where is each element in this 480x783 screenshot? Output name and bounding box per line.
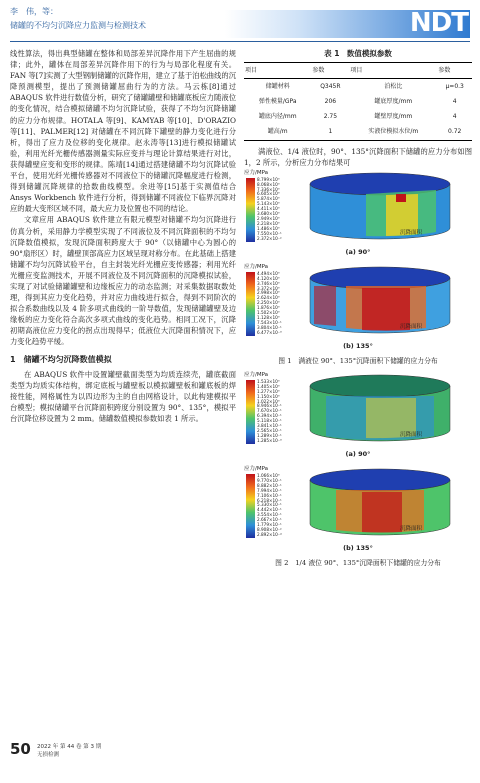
color-legend-bar [246,178,255,242]
stress-unit-label: 应力/MPa [244,371,269,378]
legend-tick-label: 1.779×10⁻¹ [257,522,282,528]
legend-tick-label: 8.799×10⁰ [257,176,280,182]
legend-tick-label: 4.494×10⁰ [257,270,280,276]
table-cell: 罐底厚度/mm [374,98,413,106]
legend-tick-label: 5.330×10⁻¹ [257,502,282,508]
legend-tick-label: 1.289×10⁻¹ [257,432,282,438]
legend-tick-label: 2.998×10⁰ [257,290,280,296]
table-header: 项目 [244,63,311,79]
table-row [244,109,472,124]
legend-tick-label: 3.746×10⁰ [257,280,280,286]
legend-tick-label: 5.874×10⁰ [257,196,280,202]
tank-stress-plot [306,170,464,244]
legend-tick-label: 7.670×10⁻¹ [257,408,282,414]
figure-caption: 图 2 1/4 液位 90°、135°沉降面积下储罐的应力分布 [275,559,441,568]
parameter-table [244,62,472,140]
section-heading: 1 储罐不均匀沉降数值模拟 [10,354,112,364]
table-row [244,79,472,95]
legend-tick-label: 3.554×10⁻¹ [257,512,282,518]
legend-tick-label: 6.394×10⁻¹ [257,413,282,419]
legend-tick-label: 1.486×10⁰ [257,225,280,231]
legend-tick-label: 2.667×10⁻¹ [257,517,282,523]
paragraph: 在 ABAQUS 软件中设置罐壁截面类型为均质连续壳，罐底截面类型为均质实体结构，绑定底板与罐壁板以模拟罐壁板和罐底板的焊接性能，网格属性为以四边形为主的自由网格设计，以此构建模拟平台模型；模拟储罐平台沉降面积跨度分别设置为 90°、135°，模拟平台沉降位移设置为 2 mm。储罐数值模拟参数如表 1 所示。 [10,369,236,423]
left-column [10,48,236,424]
legend-ticks [257,272,282,336]
right-column [244,48,472,572]
legend-tick-label: 4.120×10⁰ [257,275,280,281]
legend-tick-label: 1.277×10⁰ [257,388,280,394]
legend-tick-label: 8.882×10⁻¹ [257,482,282,488]
settlement-area-label: 沉降面积 [400,323,423,330]
legend-tick-label: 2.372×10⁻² [257,235,282,241]
paragraph: 线性算法，得出典型储罐在整体和局部差异沉降作用下产生屈曲的规律；此外，罐体在局部差异沉降作用下的行为与局部化程度有关。FAN 等[7]实测了大型钢制储罐的沉降作用，建立了基于泊松曲线的沉降预测模型，提出了预测储罐屈曲行为的方法。马云栋[8]通过 ABAQUS 软件进行数值分析，研究了储罐罐壁和储罐底板应力随液位的变化情况，结合模拟储罐不均匀沉降试验，获得了不均匀沉降储罐的应力分布规律。HOTALA 等[9]、KAMYAB 等[10]、D'ORAZIO 等[11]、PALMER[12] 对储罐在不同沉降下罐壁的静力变化进行分析，得出了应力及位移的变化规律。赵永涛等[13]进行模拟储罐试验，利用光纤光栅传感器测量实际应变并与理论计算结果进行对比，获得罐壁应变和变形的规律。陈靖[14]通过搭建储罐不均匀沉降试验平台，使用光纤光栅传感器对不同液位下的储罐沉降幅度进行检测，得到储罐沉降规律的拾数曲线模型。余进等[15]基于实测值结合 Ansys Workbench 软件进行分析，得到储罐不同液位下临界沉降对应的最大变形区域不同，最大应力及位置也不同的结论。 [10,49,236,214]
legend-tick-label: 5.118×10⁻¹ [257,418,282,424]
settlement-area-label: 沉降面积 [400,229,423,236]
legend-ticks [257,380,282,444]
legend-tick-label: 7.994×10⁻¹ [257,487,282,493]
stress-unit-label: 应力/MPa [244,263,269,270]
legend-tick-label: 3.680×10⁰ [257,211,280,217]
legend-tick-label: 2.624×10⁰ [257,295,280,301]
legend-tick-label: 2.250×10⁰ [257,300,280,306]
legend-tick-label: 7.336×10⁰ [257,186,280,192]
legend-tick-label: 3.372×10⁰ [257,285,280,291]
legend-tick-label: 2.949×10⁰ [257,216,280,221]
header-title: 储罐的不均匀沉降应力监测与检测技术 [10,21,146,30]
legend-tick-label: 2.218×10⁰ [257,220,280,226]
legend-tick-label: 4.411×10⁰ [257,206,280,212]
legend-ticks [257,474,282,538]
table-cell: 弹性模量/GPa [258,98,297,106]
tank-stress-plot [306,264,464,338]
figure-1a [244,168,472,246]
header-rule [10,41,470,42]
subfigure-label: (a) 90° [345,449,371,458]
paragraph: 文章应用 ABAQUS 软件建立有限元模型对储罐不均匀沉降进行仿真分析，采用静力学模型实现了不同液位及不同沉降面积的不均匀沉降数值模拟，发现沉降面积跨度大于 90°（以储罐中心为圆心的 90°扇形区）时，罐壁顶部高应力区域呈现对称分布。在此基础上搭建储罐不均匀沉降试验平台，自主封装光纤光栅应变传感器；利用光纤光栅应变监测技术，开展不同液位及不同沉降面积的沉降模拟试验，实现了对试验储罐罐壁和边缘板应力的动态监测；对采集数据取数处理，得到其应力变化趋势，并对应力曲线进行拟合，得到不同阶次的拟合系数曲线以及 4 阶多项式曲线的一阶导数值，发现储罐罐壁及边缘板的应力变化符合高次多项式曲线的变化趋势。相同工况下，沉降初期高液位应力变化的拐点出现得早；低液位大沉降面积情况下，应力变化趋势平缓。 [10,215,236,347]
legend-tick-label: 6.477×10⁻³ [257,329,282,335]
table-cell: 1 [311,124,349,140]
page-header [0,0,480,44]
page-number: 50 [10,740,31,758]
legend-tick-label: 5.143×10⁰ [257,201,280,207]
subfigure-label: (b) 135° [343,544,373,553]
table-cell: 2.75 [323,113,338,121]
journal-issue: 2022 年 第 44 卷 第 3 期 [37,744,102,750]
table-cell: 泊松比 [384,83,403,91]
legend-tick-label: 8.908×10⁻² [257,527,282,532]
stress-unit-label: 应力/MPa [244,466,269,473]
table-cell: Q345R [320,83,341,91]
legend-tick-label: 6.218×10⁻¹ [257,497,282,503]
legend-tick-label: 1.285×10⁻³ [257,437,282,443]
table-header: 参数 [437,63,472,79]
legend-ticks [257,178,282,242]
settlement-area-label: 沉降面积 [400,431,423,438]
header-authors: 李 伟，等： [10,7,58,16]
figure-2a [244,370,472,448]
legend-tick-label: 1.405×10⁰ [257,383,280,389]
subfigure-label: (a) 90° [345,247,371,256]
tank-stress-plot [306,466,464,540]
table-cell: 储罐材料 [265,83,290,91]
stress-unit-label: 应力/MPa [244,169,269,176]
legend-tick-label: 1.022×10⁰ [257,398,280,404]
table-cell: 罐壁厚度/mm [374,113,413,121]
legend-tick-label: 1.533×10⁰ [257,378,280,384]
figure-1b [244,262,472,340]
paragraph: 满液位、1/4 液位时，90°、135°沉降面积下储罐的应力分布如图 1，2 所示，分析应力分布结果可 [244,146,472,167]
table-cell: 4 [452,98,457,106]
color-legend-bar [246,380,255,444]
legend-tick-label: 3.841×10⁻¹ [257,423,282,429]
legend-tick-label: 8.068×10⁰ [257,181,280,187]
table-cell: μ=0.3 [445,83,464,91]
table-cell: 4 [452,113,457,121]
table-row [244,94,472,109]
figure-caption: 图 1 满液位 90°、135°沉降面积下储罐的应力分布 [278,356,438,365]
table-caption: 表 1 数值模拟参数 [324,49,392,58]
legend-tick-label: 1.502×10⁰ [257,310,280,316]
legend-tick-label: 9.770×10⁻¹ [257,477,282,483]
legend-tick-label: 1.066×10⁰ [257,473,280,479]
table-cell: 罐高/m [244,124,311,140]
legend-tick-label: 1.876×10⁰ [257,305,280,311]
legend-tick-label: 6.605×10⁰ [257,191,280,197]
legend-tick-label: 4.442×10⁻¹ [257,507,282,513]
legend-tick-label: 8.946×10⁻¹ [257,403,282,409]
journal-logo: NDT [409,8,468,38]
subfigure-label: (b) 135° [343,341,373,350]
table-cell: 206 [324,98,337,106]
legend-tick-label: 7.550×10⁻¹ [257,230,282,236]
legend-tick-label: 1.128×10⁰ [257,315,280,320]
legend-tick-label: 7.543×10⁻¹ [257,319,282,325]
color-legend-bar [246,474,255,538]
table-cell: 实液位模拟水位/m [349,124,437,140]
journal-info [37,743,101,759]
legend-tick-label: 7.106×10⁻¹ [257,492,282,498]
journal-name: 无损检测 [37,752,60,758]
legend-tick-label: 1.150×10⁰ [257,393,280,399]
table-cell: 0.72 [437,124,472,140]
table-cell: 罐底内径/mm [258,113,297,121]
color-legend-bar [246,272,255,336]
figure-2b [244,464,472,542]
table-header: 参数 [311,63,349,79]
tank-stress-plot [306,372,464,446]
table-row [244,124,472,140]
settlement-area-label: 沉降面积 [400,526,423,533]
legend-tick-label: 2.892×10⁻⁴ [257,531,282,537]
table-header: 项目 [349,63,437,79]
legend-tick-label: 3.804×10⁻¹ [257,324,282,330]
legend-tick-label: 2.565×10⁻¹ [257,428,282,433]
